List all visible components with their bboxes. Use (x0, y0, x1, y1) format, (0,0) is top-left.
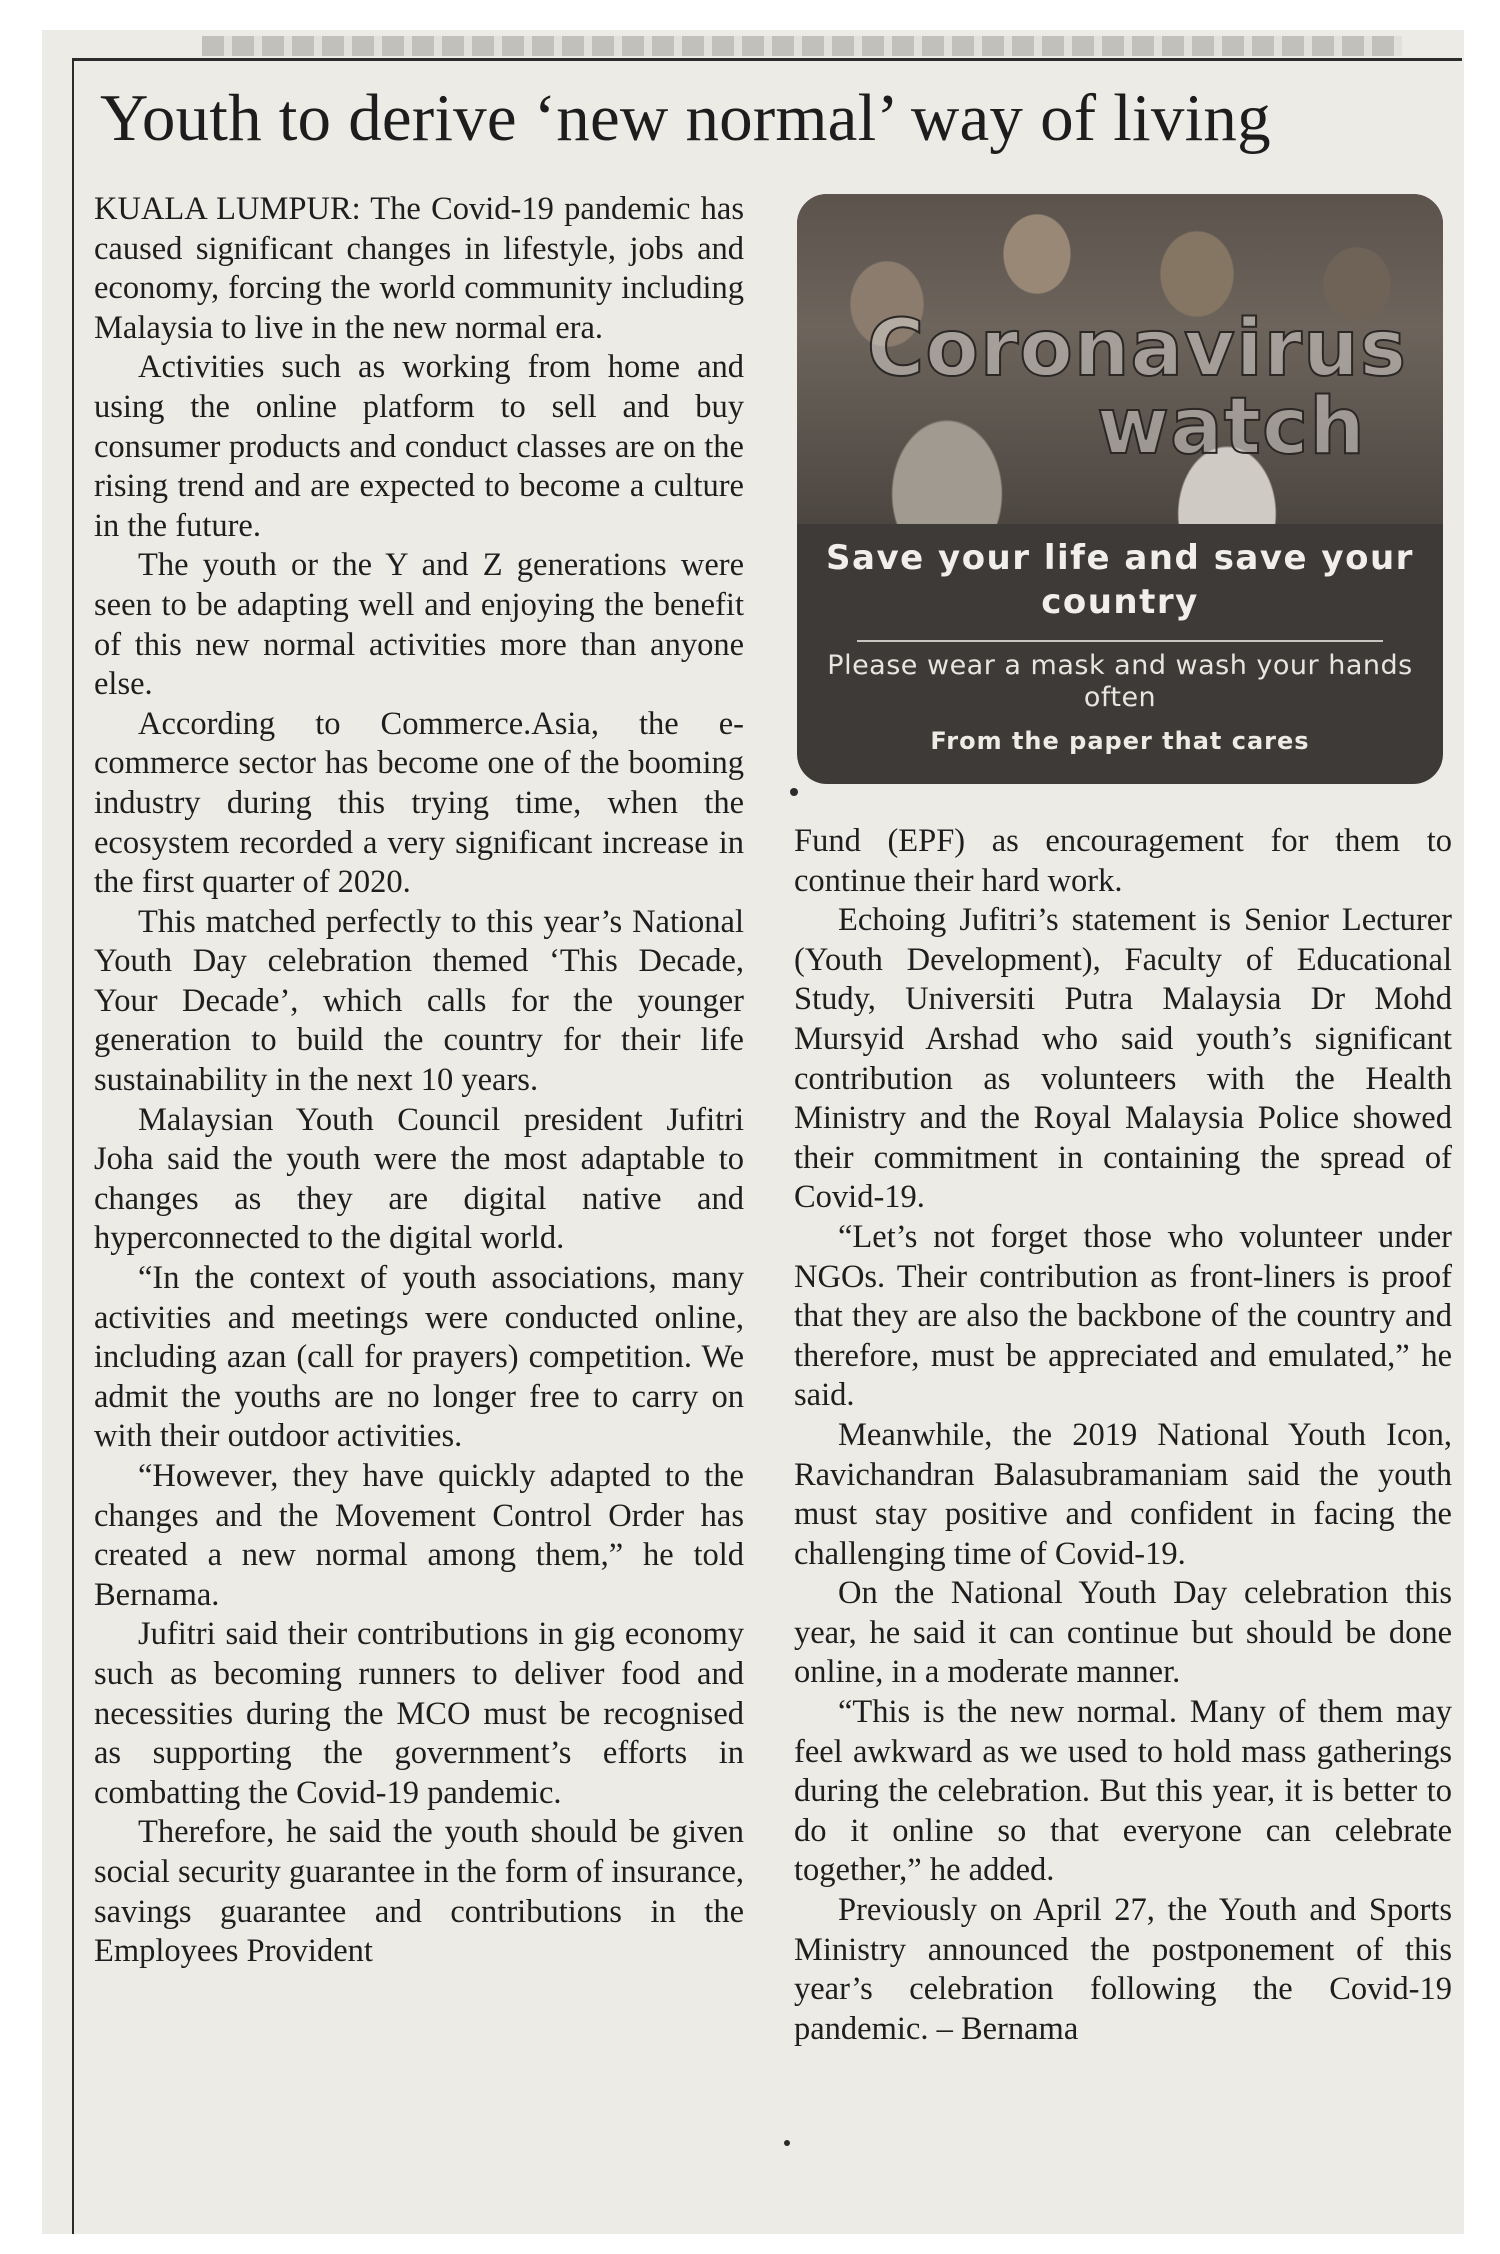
bleed-through-text (202, 36, 1402, 56)
promo-tagline: From the paper that cares (930, 727, 1310, 755)
paragraph: Therefore, he said the youth should be given social security guarantee in the form of insurance, savings guarantee and contributions in the Employees Provident (94, 1814, 744, 1970)
article-rule-left (72, 58, 74, 2234)
bullet-mark (790, 788, 798, 796)
paragraph: “This is the new normal. Many of them may feel awkward as we used to hold mass gatherings during the celebration. But this year, it is better to do it online so that everyone can celebrate together,” he added. (794, 1694, 1452, 1889)
bullet-mark (784, 2140, 790, 2146)
promo-subtitle: Please wear a mask and wash your hands often (827, 650, 1413, 713)
paragraph: “However, they have quickly adapted to the changes and the Movement Control Order has created a new normal among them,” he told Bernama. (94, 1458, 744, 1613)
paragraph: Jufitri said their contributions in gig economy such as becoming runners to deliver food and necessities during the MCO must be recognised as supporting the government’s efforts in combatting the Covid-19 pandemic. (94, 1616, 744, 1811)
paragraph: Meanwhile, the 2019 National Youth Icon, Ravichandran Balasubramaniam said the youth must stay positive and confident in facing the challenging time of Covid-19. (794, 1416, 1452, 1572)
article-rule-top (72, 58, 1462, 61)
watch-logo-text: watch (1097, 382, 1366, 472)
paragraph: Fund (EPF) as encouragement for them to continue their hard work. (794, 823, 1452, 899)
paragraph: Previously on April 27, the Youth and Sports Ministry announced the postponement of this year’s celebration following the Covid-19 pandemic. – Bernama (794, 1892, 1452, 2047)
paragraph: “Let’s not forget those who volunteer under NGOs. Their contribution as front-liners is proof that they are also the backbone of the country and therefore, must be appreciated and emulated,” he said. (794, 1218, 1452, 1414)
paragraph: The youth or the Y and Z generations were seen to be adapting well and enjoying the benefit of this new normal activities more than anyone else. (94, 547, 744, 703)
paragraph: Activities such as working from home and using the online platform to sell and buy consumer products and conduct classes are on the rising trend and are expected to become a culture in the future. (94, 349, 744, 544)
crowd-photo (797, 194, 1443, 524)
article-headline: Youth to derive ‘new normal’ way of living (100, 81, 1271, 155)
paragraph: Malaysian Youth Council president Jufitri Joha said the youth were the most adaptable to changes as they are digital native and hyperconnected to the digital world. (94, 1101, 744, 1257)
promo-divider (857, 640, 1383, 642)
coronavirus-logo-text: Coronavirus (867, 304, 1408, 394)
paragraph: This matched perfectly to this year’s National Youth Day celebration themed ‘This Decade, Your Decade’, which calls for the younger generation to build the country for their life sustainability in the next 10 years. (94, 903, 744, 1099)
paragraph: Echoing Jufitri’s statement is Senior Lecturer (Youth Development), Faculty of Educational Study, Universiti Putra Malaysia Dr Mohd Mursyid Arshad who said youth’s significant contribution as volunteers with the Health Ministry and the Royal Malaysia Police showed their commitment in containing the spread of Covid-19. (794, 902, 1452, 1216)
paragraph: “In the context of youth associations, many activities and meetings were conducted online, including azan (call for prayers) competition. We admit the youths are no longer free to carry on with their outdoor activities. (94, 1260, 744, 1455)
coronavirus-watch-promo (797, 194, 1443, 784)
promo-title: Save your life and save your country (826, 538, 1414, 622)
article-column-right (794, 822, 1452, 2049)
newspaper-clipping (42, 30, 1464, 2234)
paragraph: KUALA LUMPUR: The Covid-19 pandemic has caused significant changes in lifestyle, jobs and economy, forcing the world community including Malaysia to live in the new normal era. (94, 191, 744, 346)
paragraph: According to Commerce.Asia, the e-commerce sector has become one of the booming industry during this trying time, when the ecosystem recorded a very significant increase in the first quarter of 2020. (94, 705, 744, 901)
article-column-left (94, 190, 744, 1972)
paragraph: On the National Youth Day celebration this year, he said it can continue but should be done online, in a moderate manner. (794, 1575, 1452, 1691)
